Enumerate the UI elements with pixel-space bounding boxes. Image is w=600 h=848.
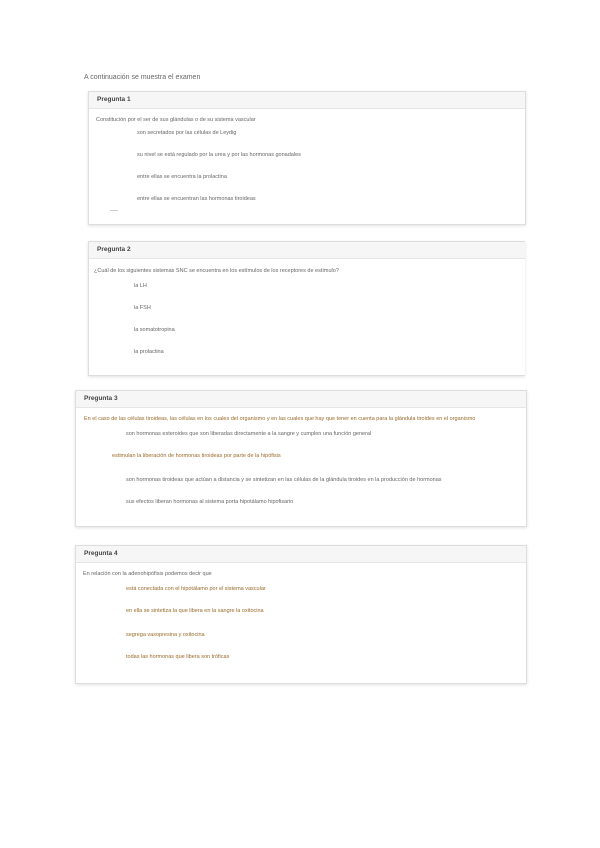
question-title: Pregunta 1 [89,92,525,109]
answer-option[interactable]: la somatotropina [134,327,175,333]
question-title: Pregunta 2 [89,242,525,259]
question-card-4 [75,545,527,684]
answer-option[interactable]: la LH [134,283,147,289]
answer-option[interactable]: son secretados por las células de Leydig [137,130,237,136]
question-card-1 [88,91,526,225]
question-text: Constitución por el ser de sus glándulas o de su sistema vascular [96,117,256,123]
answer-option[interactable]: son hormonas tiroideas que actúan a distancia y se sintetizan en las células de la glándula tiroides en la producción de hormonas [126,477,442,483]
question-text: En relación con la adenohipófisis podemos decir que [83,571,212,577]
answer-option[interactable]: todas las hormonas que libera son tróficas [126,654,230,660]
answer-option[interactable]: son hormonas esteroides que son liberadas directamente a la sangre y cumplen una función general [126,431,372,437]
answer-option[interactable]: estimulan la liberación de hormonas tiroideas por parte de la hipófisis [112,453,281,459]
answer-option[interactable]: entre ellas se encuentran las hormonas tiroideas [137,196,256,202]
answer-option[interactable]: segrega vasopresina y oxitocina [126,632,205,638]
exam-intro: A continuación se muestra el examen [84,74,201,81]
answer-option[interactable]: su nivel se está regulado por la urea y por las hormonas gonadales [137,152,301,158]
question-card-3 [75,390,527,527]
question-title: Pregunta 4 [76,546,526,563]
answer-marker [110,210,118,211]
question-text: En el caso de las células tiroideas, las células en los cuales del organismo y en las cuales que hay que tener en cuenta para la glándula tiroides en el organismo [84,416,476,422]
question-text: ¿Cuál de los siguientes sistemas SNC se encuentra en los estímulos de los receptores de estímulo? [94,268,339,274]
answer-option[interactable]: la prolactina [134,349,164,355]
question-card-2 [88,241,525,376]
answer-option[interactable]: la FSH [134,305,151,311]
answer-option[interactable]: en ella se sintetiza la que libera en la sangre la oxitocina [126,608,264,614]
answer-option[interactable]: sus efectos liberan hormonas al sistema porta hipotálamo hipofisario [126,499,294,505]
answer-option[interactable]: está conectada con el hipotálamo por el sistema vascular [126,586,266,592]
question-title: Pregunta 3 [76,391,526,408]
answer-option[interactable]: entre ellas se encuentra la prolactina [137,174,227,180]
